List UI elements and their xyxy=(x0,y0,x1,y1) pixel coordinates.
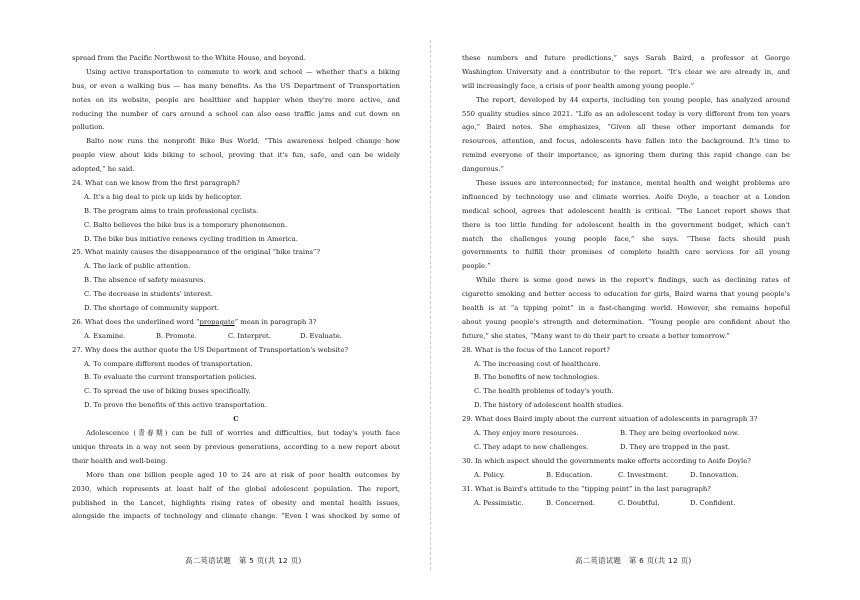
text-line: these numbers and future predictions,” says Sarah Baird, a professor at George xyxy=(462,54,790,62)
option: A. The increasing cost of healthcare. xyxy=(474,359,601,368)
text-line: future,” she states, “Many want to do their part to create a better tomorrow.” xyxy=(462,331,730,340)
text-line: people.” xyxy=(462,262,491,271)
left-page-column xyxy=(72,52,400,524)
text-line: 2030, which represents at least half of the global adolescent population. The report, xyxy=(72,484,400,493)
option: B. The program aims to train professional cyclists. xyxy=(84,206,259,215)
option: C. Investment. xyxy=(618,470,669,479)
options-row xyxy=(462,469,790,483)
page-footer-left: 高二英语试题 第 5 页(共 12 页) xyxy=(185,556,302,565)
text-line: notes on its website, people are healthier and happier when they're more active, and xyxy=(72,95,400,104)
question-28: 28. What is the focus of the Lancet report? xyxy=(462,345,610,354)
text-line: reducing the number of cars around a school can also ease traffic jams and cut down on xyxy=(72,109,400,118)
text-line: published in the Lancet, highlights rising rates of obesity and mental health issues, xyxy=(72,498,400,507)
option: C. To spread the use of biking buses specifically. xyxy=(84,387,251,396)
option: A. Examine. xyxy=(84,331,126,340)
text-line: medical school, agrees that adolescent health is critical. “The Lancet report shows that xyxy=(462,206,790,215)
option: D. Evaluate. xyxy=(300,331,342,340)
option: C. The decrease in students' interest. xyxy=(84,290,213,299)
text-line: These issues are interconnected; for instance, mental health and weight problems are xyxy=(476,179,790,188)
text-line: alongside the impacts of technology and climate change. “Even I was shocked by some of xyxy=(72,512,400,521)
text-line: bus, or even a walking bus — has many benefits. As the US Department of Transportation xyxy=(72,81,400,90)
option: A. It's a big deal to pick up kids by helicopter. xyxy=(84,192,242,201)
right-page-column xyxy=(462,52,790,510)
text-line: More than one billion people aged 10 to 24 are at risk of poor health outcomes by xyxy=(86,470,400,479)
option: C. Balto believes the bike bus is a temporary phenomenon. xyxy=(84,220,288,229)
question-26: 26. What does the underlined word “propagate” mean in paragraph 3? xyxy=(72,317,317,326)
option: B. To evaluate the current transportation policies. xyxy=(84,373,257,382)
text-line: adopted,” he said. xyxy=(72,165,135,174)
text-line: resources, attention, and focus, adolescents have fallen into the background. It's time to xyxy=(462,137,790,146)
text-line: dangerous.” xyxy=(462,165,504,174)
option: D. They are trapped in the past. xyxy=(620,442,731,451)
question-31: 31. What is Baird's attitude to the “tipping point” in the last paragraph? xyxy=(462,484,711,493)
option: C. Doubtful. xyxy=(618,498,660,507)
option: B. They are being overlooked now. xyxy=(620,429,740,438)
option: A. The lack of public attention. xyxy=(84,262,191,271)
option: C. Interpret. xyxy=(228,331,271,340)
option: A. Pessimistic. xyxy=(474,498,524,507)
options-row xyxy=(462,497,790,511)
text-line: Using active transportation to commute to work and school — whether that's a biking xyxy=(86,67,400,76)
option: D. To prove the benefits of this active transportation. xyxy=(84,401,267,410)
question-27: 27. Why does the author quote the US Department of Transportation's website? xyxy=(72,345,349,354)
option: A. Policy. xyxy=(474,470,505,479)
text-line: Washington University and a contributor to the report. “It's clear we are already in, and xyxy=(462,67,790,76)
question-29: 29. What does Baird imply about the current situation of adolescents in paragraph 3? xyxy=(462,415,758,424)
option: D. The bike bus initiative renews cycling tradition in America. xyxy=(84,234,298,243)
text-line: pollution. xyxy=(72,123,105,132)
page-footer-right: 高二英语试题 第 6 页(共 12 页) xyxy=(575,556,692,565)
options-row xyxy=(462,427,790,441)
page-divider xyxy=(430,40,431,570)
question-30: 30. In which aspect should the governments make efforts according to Aoife Doyle? xyxy=(462,456,751,465)
text-line: about young people's strength and determination. “Young people are confident about the xyxy=(462,317,790,326)
option: D. Confident. xyxy=(690,498,736,507)
option: A. To compare different modes of transportation. xyxy=(84,359,253,368)
options-row xyxy=(72,330,400,344)
text-line: people view about kids biking to school, proving that it's fun, safe, and can be widely xyxy=(72,151,400,160)
text-line: Adolescence (青春期) can be full of worries and difficulties, but today's youth face xyxy=(86,429,400,438)
text-line: there is too little funding for adolescent health in the government budget, which can't xyxy=(462,220,790,229)
text-line: cigarette smoking and better access to education for girls, Baird warns that young people's xyxy=(462,290,790,299)
options-row xyxy=(462,441,790,455)
option: B. Concerned. xyxy=(546,498,595,507)
option: B. The benefits of new technologies. xyxy=(474,373,600,382)
text-line: match the challenges young people face,” she says. “These facts should push xyxy=(462,234,790,243)
option: A. They enjoy more resources. xyxy=(474,429,579,438)
underlined-word: propagate xyxy=(199,317,235,326)
text-line: remind everyone of their importance, as ignoring them during this rapid change can be xyxy=(462,151,790,160)
text-line: influenced by technology use and climate worries. Aoife Doyle, a teacher at a London xyxy=(462,192,790,201)
text-line: The report, developed by 44 experts, including ten young people, has analyzed around xyxy=(476,95,790,104)
text-line: spread from the Pacific Northwest to the White House, and beyond. xyxy=(72,54,306,62)
text-line: governments to fulfill their promises of complete health care services for all young xyxy=(462,248,790,257)
text-line: ago,” Baird notes. She emphasizes, “Given all these other important demands for xyxy=(462,123,790,132)
text-line: will increasingly face, a crisis of poor health among young people.” xyxy=(462,81,695,90)
option: D. The shortage of community support. xyxy=(84,304,220,313)
option: D. Innovation. xyxy=(690,470,739,479)
question-25: 25. What mainly causes the disappearance of the original “bike trains”? xyxy=(72,248,321,257)
text-line: While there is some good news in the report's findings, such as declining rates of xyxy=(476,276,790,285)
option: C. The health problems of today's youth. xyxy=(474,387,614,396)
option: B. The absence of safety measures. xyxy=(84,276,206,285)
text-line: unique threats in a way not seen by previous generations, according to a new report about xyxy=(72,442,400,451)
option: D. The history of adolescent health studies. xyxy=(474,401,624,410)
text-line: health is at “a tipping point” in a fast-changing world. However, she remains hopeful xyxy=(462,304,790,313)
text-line: Balto now runs the nonprofit Bike Bus World. “This awareness helped change how xyxy=(86,137,400,146)
text-line: their health and well-being. xyxy=(72,456,168,465)
text-line: 550 quality studies since 2021. “Life as an adolescent today is very different from ten years xyxy=(462,109,790,118)
option: B. Education. xyxy=(546,470,593,479)
option: C. They adapt to new challenges. xyxy=(474,442,589,451)
section-heading: C xyxy=(233,415,239,424)
option: B. Promote. xyxy=(156,331,197,340)
question-24: 24. What can we know from the first paragraph? xyxy=(72,179,240,188)
